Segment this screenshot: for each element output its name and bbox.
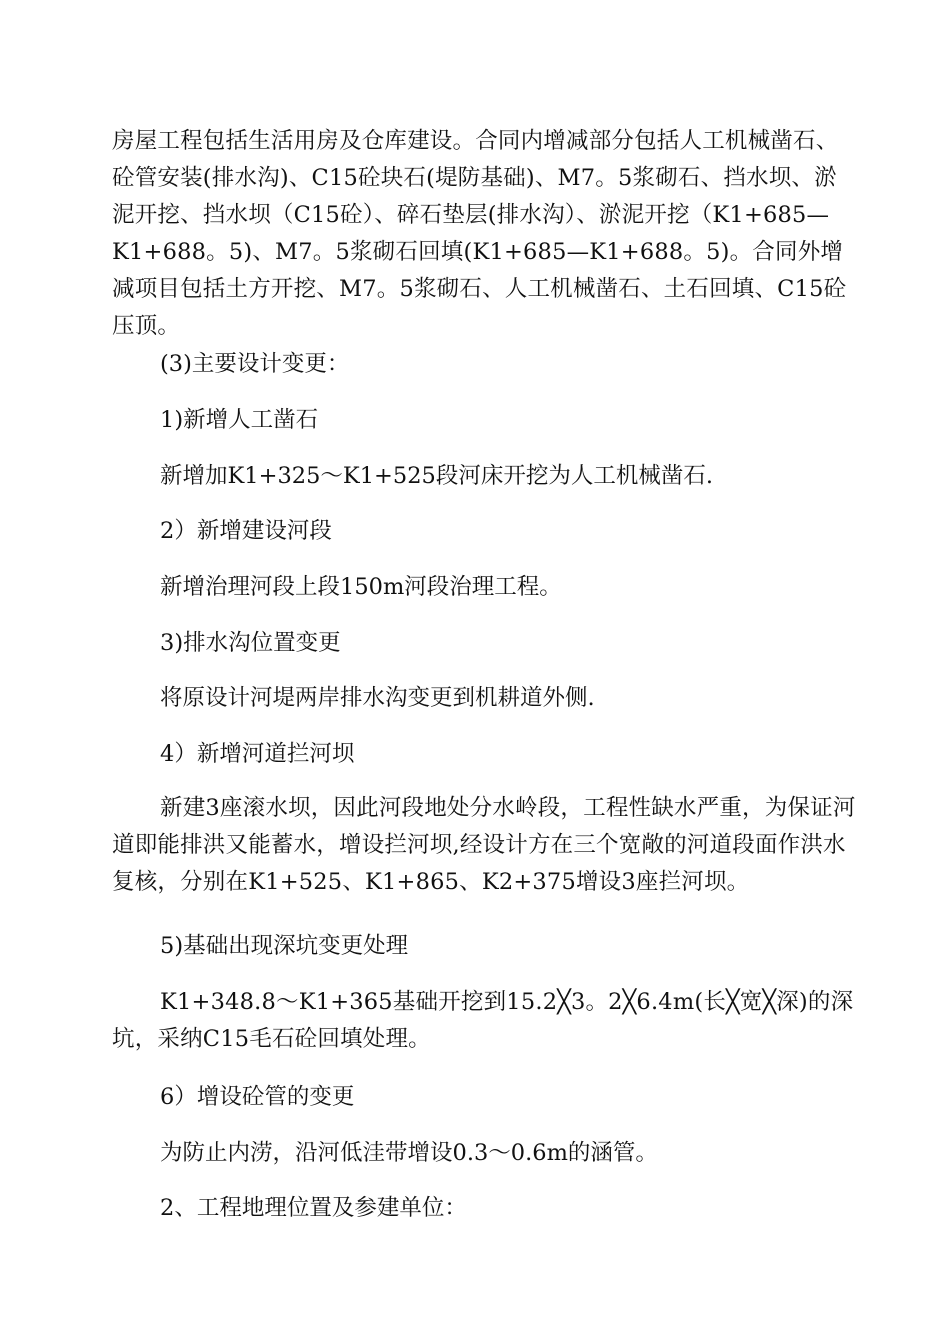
item-5-heading: 5)基础出现深坑变更处理 <box>160 933 409 959</box>
item-6-body: 为防止内涝，沿河低洼带增设0.3～0.6m的涵管。 <box>160 1140 658 1166</box>
intro-paragraph: 房屋工程包括生活用房及仓库建设。合同内增减部分包括人工机械凿石、砼管安装(排水沟)、C15砼块石(堤防基础)、M7。5浆砌石、挡水坝、淤泥开挖、挡水坝（C15砼）、碎石垫层(排水沟）、淤泥开挖（K1+685—K1+688。5)、M7。5浆砌石回填(K1+685—K1+688。5)。合同外增减项目包括土方开挖、M7。5浆砌石、人工机械凿石、土石回填、C15砼压顶。 <box>112 128 847 339</box>
item-2-heading: 2）新增建设河段 <box>160 518 332 544</box>
item-1-heading: 1)新增人工凿石 <box>160 407 319 433</box>
item-5-body: K1+348.8～K1+365基础开挖到15.2╳3。2╳6.4m(长╳宽╳深)的深坑，采纳C15毛石砼回填处理。 <box>112 989 854 1052</box>
item-2-body: 新增治理河段上段150m河段治理工程。 <box>160 574 562 600</box>
item-1-body: 新增加K1+325～K1+525段河床开挖为人工机械凿石. <box>160 463 713 489</box>
section-heading: (3)主要设计变更： <box>160 351 350 377</box>
final-heading: 2、工程地理位置及参建单位： <box>160 1195 467 1221</box>
item-3-body: 将原设计河堤两岸排水沟变更到机耕道外侧. <box>160 685 595 711</box>
item-4-body: 新建3座滚水坝，因此河段地处分水岭段，工程性缺水严重，为保证河道即能排洪又能蓄水，增设拦河坝,经设计方在三个宽敞的河道段面作洪水复核，分别在K1+525、K1+865、K2+375增设3座拦河坝。 <box>112 795 856 895</box>
item-4-heading: 4）新增河道拦河坝 <box>160 741 355 767</box>
item-3-heading: 3)排水沟位置变更 <box>160 630 341 656</box>
item-6-heading: 6）增设砼管的变更 <box>160 1084 355 1110</box>
